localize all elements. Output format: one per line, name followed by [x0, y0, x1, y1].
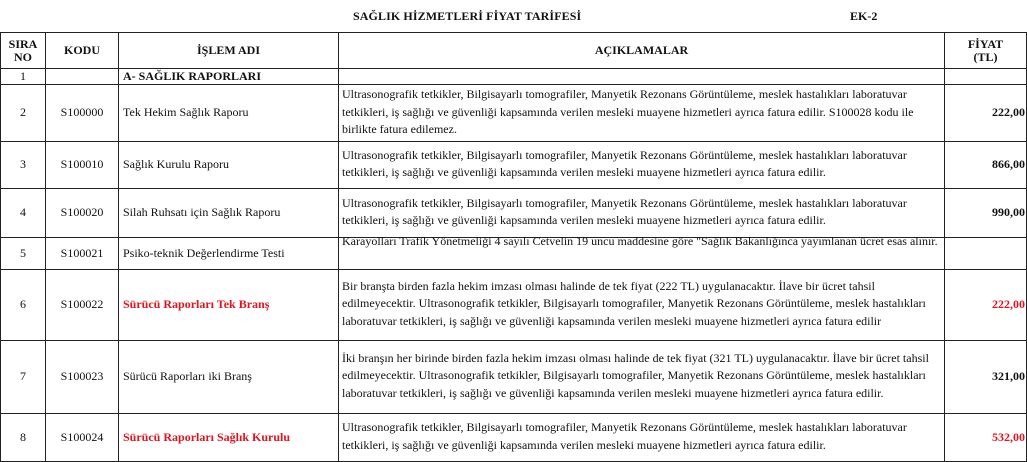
section-code-empty [46, 69, 119, 85]
row-no: 2 [1, 85, 46, 142]
section-label: A- SAĞLIK RAPORLARI [119, 69, 339, 85]
row-name: Psiko-teknik Değerlendirme Testi [119, 237, 339, 269]
row-no: 6 [1, 269, 46, 340]
section-no: 1 [1, 69, 46, 85]
row-name: Sürücü Raporları Tek Branş [119, 269, 339, 340]
annex-label: EK-2 [850, 9, 878, 23]
column-header-code: KODU [46, 33, 119, 69]
column-header-description: AÇIKLAMALAR [339, 33, 945, 69]
section-row [1, 69, 1027, 85]
row-code: S100024 [46, 413, 119, 461]
row-description: Ultrasonografik tetkikler, Bilgisayarlı tomografiler, Manyetik Rezonans Görüntüleme, meslek hastalıkları laboratuvar tetkikleri, iş sağlığı ve güvenliği kapsamında verilen mesleki muayene hizmetleri ayrıca fatura edilir. [339, 188, 945, 237]
table-row [1, 85, 1027, 142]
row-price: 222,00 [945, 269, 1027, 340]
row-name: Tek Hekim Sağlık Raporu [119, 85, 339, 142]
row-name: Silah Ruhsatı için Sağlık Raporu [119, 188, 339, 237]
table-row [1, 269, 1027, 340]
row-code: S100023 [46, 340, 119, 413]
row-price [945, 237, 1027, 269]
row-code: S100022 [46, 269, 119, 340]
row-no: 3 [1, 141, 46, 188]
row-price: 866,00 [945, 141, 1027, 188]
section-price-empty [945, 69, 1027, 85]
row-code: S100000 [46, 85, 119, 142]
column-header-price: FİYAT (TL) [945, 33, 1027, 69]
row-name: Sürücü Raporları Sağlık Kurulu [119, 413, 339, 461]
row-no: 5 [1, 237, 46, 269]
row-price: 532,00 [945, 413, 1027, 461]
row-description: Ultrasonografik tetkikler, Bilgisayarlı tomografiler, Manyetik Rezonans Görüntüleme, meslek hastalıkları laboratuvar tetkikleri, iş sağlığı ve güvenliği kapsamında verilen mesleki muayene hizmetleri ayrıca fatura edilir. [339, 141, 945, 188]
table-row [1, 340, 1027, 413]
row-price: 222,00 [945, 85, 1027, 142]
row-code: S100020 [46, 188, 119, 237]
row-no: 7 [1, 340, 46, 413]
row-description: İki branşın her birinde birden fazla hekim imzası olması halinde de tek fiyat (321 TL) uygulanacaktır. İlave bir ücret tahsil edilmeyecektir. Ultrasonografik tetkikler, Bilgisayarlı tomografiler, Manyetik Rezonans Görüntüleme, meslek hastalıkları laboratuvar tetkikleri, iş sağlığı ve güvenliği kapsamında verilen mesleki muayene hizmetleri ayrıca fatura edilir. [339, 340, 945, 413]
table-row [1, 188, 1027, 237]
section-desc-empty [339, 69, 945, 85]
row-no: 4 [1, 188, 46, 237]
table-row [1, 141, 1027, 188]
document-title: SAĞLIK HİZMETLERİ FİYAT TARİFESİ [353, 9, 582, 23]
column-header-name: İŞLEM ADI [119, 33, 339, 69]
row-price: 321,00 [945, 340, 1027, 413]
row-code: S100021 [46, 237, 119, 269]
row-price: 990,00 [945, 188, 1027, 237]
table-header-row [1, 33, 1027, 69]
row-name: Sağlık Kurulu Raporu [119, 141, 339, 188]
row-description: Bir branşta birden fazla hekim imzası olması halinde de tek fiyat (222 TL) uygulanacaktır. İlave bir ücret tahsil edilmeyecektir. Ultrasonografik tetkikler, Bilgisayarlı tomografiler, Manyetik Rezonans Görüntüleme, meslek hastalıkları laboratuvar tetkikleri, iş sağlığı ve güvenliği kapsamında verilen mesleki muayene hizmetleri ayrıca fatura edilir [339, 269, 945, 340]
table-row [1, 237, 1027, 269]
row-description: Ultrasonografik tetkikler, Bilgisayarlı tomografiler, Manyetik Rezonans Görüntüleme, meslek hastalıkları laboratuvar tetkikleri, iş sağlığı ve güvenliği kapsamında verilen mesleki muayene hizmetleri ayrıca fatura edilir. [339, 413, 945, 461]
table-row [1, 413, 1027, 461]
row-no: 8 [1, 413, 46, 461]
row-code: S100010 [46, 141, 119, 188]
title-bar [0, 0, 1024, 32]
tariff-table [0, 32, 1027, 462]
row-description: Ultrasonografik tetkikler, Bilgisayarlı tomografiler, Manyetik Rezonans Görüntüleme, meslek hastalıkları laboratuvar tetkikleri, iş sağlığı ve güvenliği kapsamında verilen mesleki muayene hizmetleri ayrıca fatura edilir. S100028 kodu ile birlikte fatura edilemez. [339, 85, 945, 142]
column-header-no: SIRA NO [1, 33, 46, 69]
row-name: Sürücü Raporları iki Branş [119, 340, 339, 413]
row-description [339, 234, 945, 269]
row-description-text: Karayolları Trafik Yönetmeliği 4 sayılı Cetvelin 19 uncu maddesine göre "Sağlık Bakanlığınca yayımlanan ücret esas alınır. [342, 234, 938, 248]
